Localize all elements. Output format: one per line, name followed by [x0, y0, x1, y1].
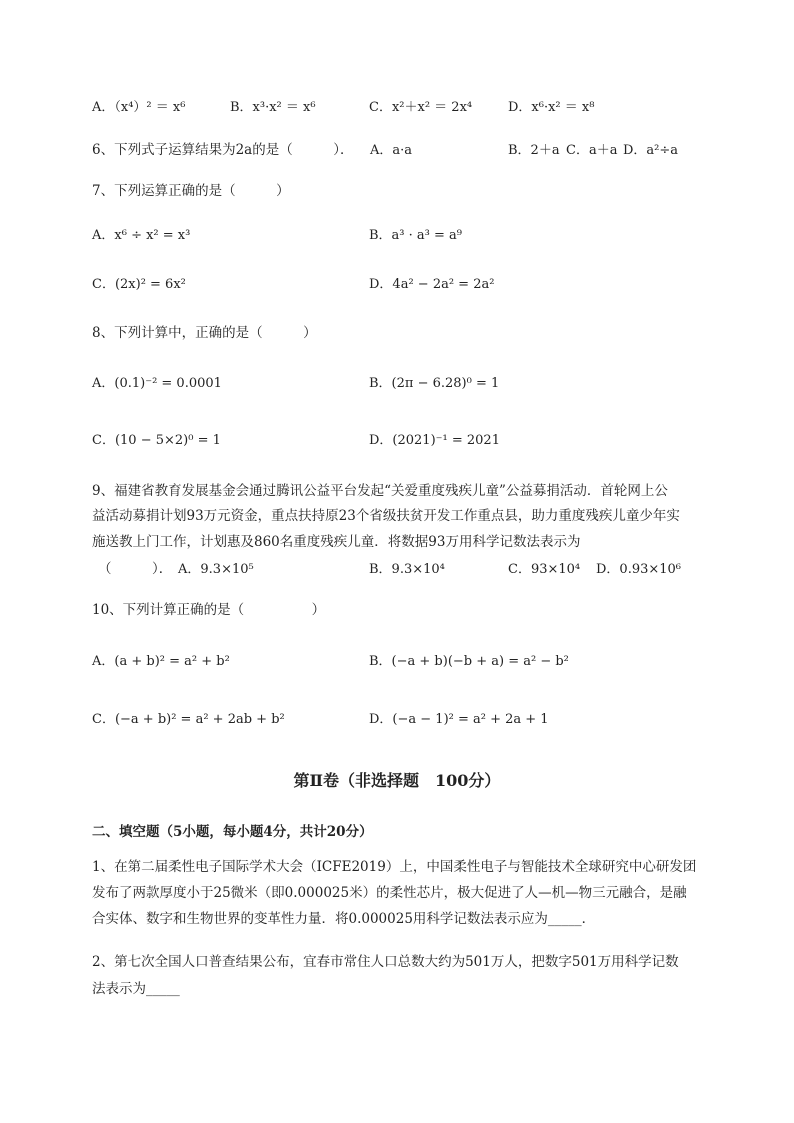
fill2-line-2: 法表示为_____	[92, 981, 180, 997]
q10-option-d: D．(−a − 1)² = a² + 2a + 1	[369, 712, 549, 727]
q7-stem: 7、下列运算正确的是（ ）	[92, 183, 290, 199]
q5-option-a: A．（x⁴）² ＝ x⁶	[92, 100, 186, 115]
q9-line-1: 9、福建省教育发展基金会通过腾讯公益平台发起“关爱重度残疾儿童”公益募捐活动．首轮网上公	[92, 483, 668, 499]
q7-option-c: C．(2x)² = 6x²	[92, 277, 186, 292]
q7-option-d: D．4a² − 2a² = 2a²	[369, 277, 495, 292]
q5-option-b: B．x³·x² ＝ x⁶	[230, 100, 316, 115]
q10-option-a: A．(a + b)² = a² + b²	[92, 654, 230, 669]
q5-option-c: C．x²＋x² ＝ 2x⁴	[369, 100, 473, 115]
q8-option-b: B．(2π − 6.28)⁰ = 1	[369, 376, 500, 391]
q9-paren: （ ）．	[98, 561, 173, 577]
q9-line-3: 施送教上门工作，计划惠及860名重度残疾儿童．将数据93万用科学记数法表示为	[92, 534, 581, 550]
section2-title: 二、填空题（5小题，每小题4分，共计20分）	[92, 824, 373, 840]
q8-option-d: D．(2021)⁻¹ = 2021	[369, 433, 500, 448]
q8-stem: 8、下列计算中，正确的是（ ）	[92, 325, 317, 341]
q9-option-c: C．93×10⁴	[508, 562, 581, 577]
part2-title: 第Ⅱ卷（非选择题 100分）	[293, 771, 501, 790]
fill2-line-1: 2、第七次全国人口普查结果公布，宜春市常住人口总数大约为501万人，把数字501万用科学记数	[92, 954, 679, 970]
q6-stem: 6、下列式子运算结果为2a的是（ ）．	[92, 142, 354, 158]
q10-option-c: C．(−a + b)² = a² + 2ab + b²	[92, 712, 285, 727]
q8-option-a: A．(0.1)⁻² = 0.0001	[92, 376, 222, 391]
q9-line-2: 益活动募捐计划93万元资金，重点扶持原23个省级扶贫开发工作重点县，助力重度残疾儿童少年实	[92, 508, 680, 524]
q6-option-d: D．a²÷a	[623, 143, 679, 158]
fill1-line-2: 发布了两款厚度小于25微米（即0.000025米）的柔性芯片，极大促进了人—机—物三元融合，是融	[92, 885, 687, 901]
q6-option-c: C．a＋a	[566, 143, 618, 158]
q9-option-d: D．0.93×10⁶	[596, 562, 682, 577]
fill1-line-1: 1、在第二届柔性电子国际学术大会（ICFE2019）上，中国柔性电子与智能技术全球研究中心研发团	[92, 859, 697, 875]
q7-option-b: B．a³ · a³ = a⁹	[369, 228, 462, 243]
fill1-line-3: 合实体、数字和生物世界的变革性力量．将0.000025用科学记数法表示应为_____．	[92, 911, 596, 927]
q6-option-b: B．2＋a	[508, 143, 560, 158]
q7-option-a: A．x⁶ ÷ x² = x³	[92, 228, 191, 243]
q10-stem: 10、下列计算正确的是（ ）	[92, 602, 326, 618]
q9-option-b: B．9.3×10⁴	[369, 562, 445, 577]
q9-option-a: A．9.3×10⁵	[178, 562, 254, 577]
q6-option-a: A．a·a	[370, 143, 413, 158]
q8-option-c: C．(10 − 5×2)⁰ = 1	[92, 433, 221, 448]
q10-option-b: B．(−a + b)(−b + a) = a² − b²	[369, 654, 569, 669]
q5-option-d: D．x⁶·x² ＝ x⁸	[508, 100, 595, 115]
